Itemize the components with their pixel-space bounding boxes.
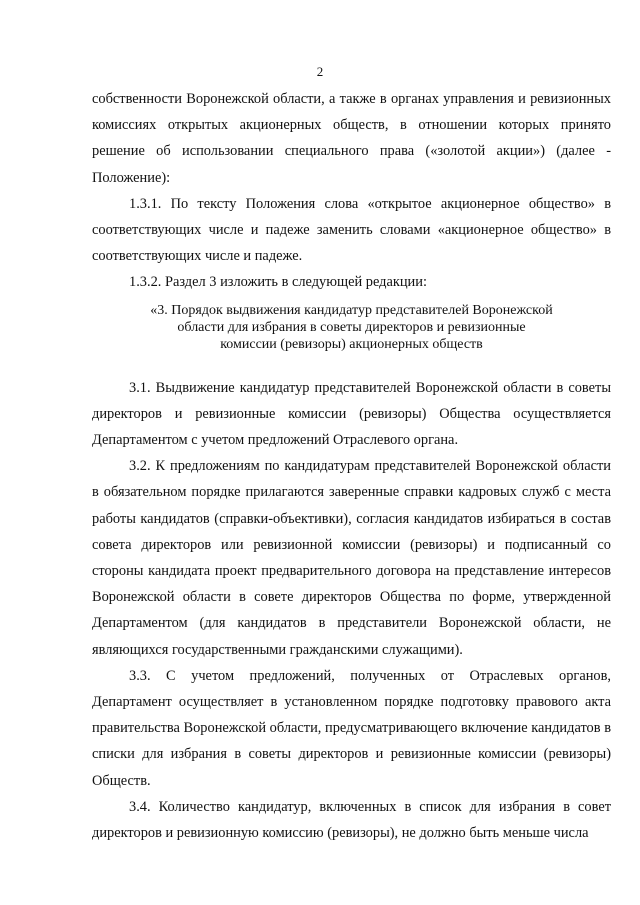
document-body bbox=[92, 86, 611, 846]
paragraph-1-3-2: 1.3.2. Раздел 3 изложить в следующей редакции: bbox=[129, 274, 427, 291]
paragraph-continuation: собственности Воронежской области, а также в органах управления и ревизионных комиссиях открытых акционерных обществ, в отношении которых принято решение об использовании специального права («золотой акции») (далее - Положение): bbox=[92, 91, 611, 186]
clause-3-2: 3.2. К предложениям по кандидатурам представителей Воронежской области в обязательном порядке прилагаются заверенные справки кадровых служб с места работы кандидатов (справки-объективки), согласия кандидатов избираться в состав совета директоров или ревизионной комиссии (ревизоры) и подписанный со стороны кандидата проект предварительного договора на представление интересов Воронежской области в совете директоров Общества по форме, утвержденной Департаментом (для кандидатов в представители Воронежской области, не являющихся государственными гражданскими служащими). bbox=[92, 458, 611, 658]
section-3-title bbox=[92, 302, 611, 353]
paragraph-1-3-1: 1.3.1. По тексту Положения слова «открытое акционерное общество» в соответствующих числе и падеже заменить словами «акционерное общество» в соответствующих числе и падеже. bbox=[92, 195, 611, 265]
section-title-line: области для избрания в советы директоров и ревизионные bbox=[177, 319, 526, 335]
page-number: 2 bbox=[316, 64, 324, 79]
clause-3-4: 3.4. Количество кандидатур, включенных в список для избрания в совет директоров и ревизионную комиссию (ревизоры), не должно быть меньше числа bbox=[92, 798, 611, 842]
section-title-line: комиссии (ревизоры) акционерных обществ bbox=[220, 336, 483, 352]
clause-3-3: 3.3. С учетом предложений, полученных от Отраслевых органов, Департамент осуществляет в установленном порядке подготовку правового акта правительства Воронежской области, предусматривающего включение кандидатов в списки для избрания в советы директоров и ревизионные комиссии (ревизоры) Обществ. bbox=[92, 667, 611, 789]
section-title-line: «3. Порядок выдвижения кандидатур представителей Воронежской bbox=[150, 302, 553, 318]
clause-3-1: 3.1. Выдвижение кандидатур представителей Воронежской области в советы директоров и ревизионные комиссии (ревизоры) Общества осуществляется Департаментом с учетом предложений Отраслевого органа. bbox=[92, 379, 611, 449]
